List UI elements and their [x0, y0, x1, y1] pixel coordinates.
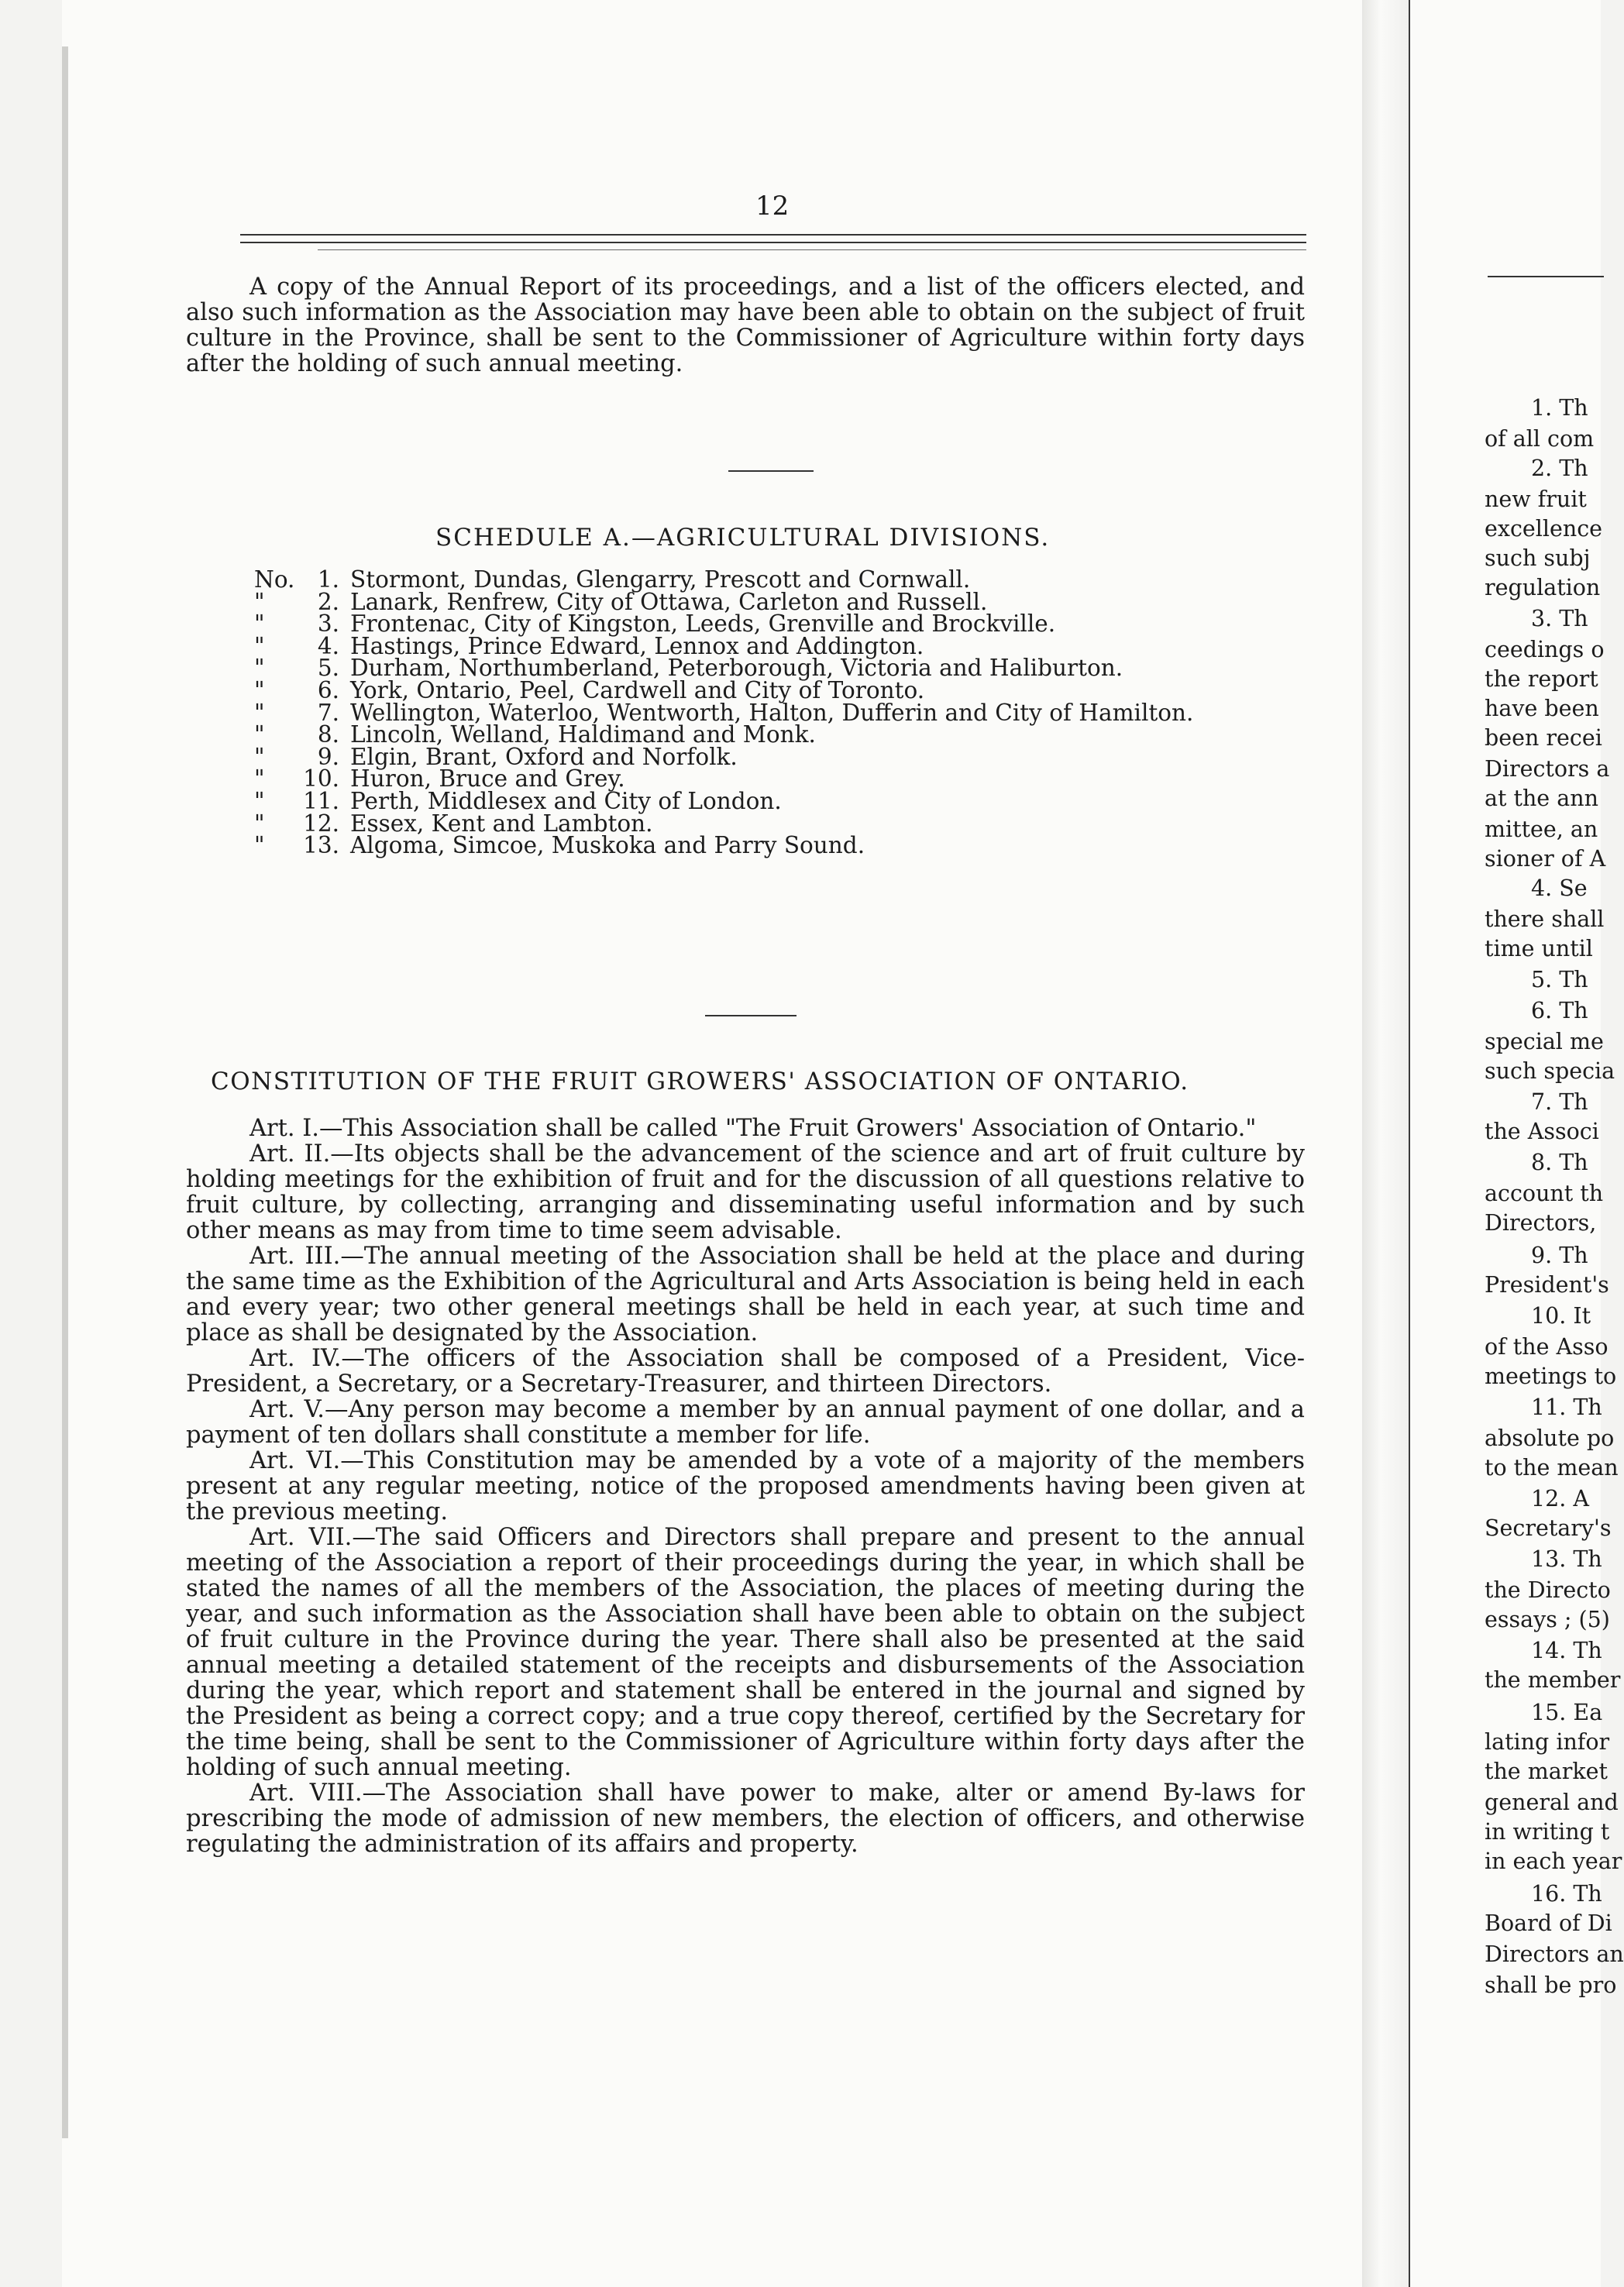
division-text: Essex, Kent and Lambton.: [350, 810, 653, 837]
division-mark: ": [254, 632, 265, 659]
division-number: 10.: [303, 765, 339, 793]
division-number: 6.: [317, 676, 339, 703]
facing-page-line: special me: [1485, 1029, 1604, 1054]
schedule-title: SCHEDULE A.—AGRICULTURAL DIVISIONS.: [435, 524, 1051, 552]
division-number: 2.: [317, 588, 339, 615]
section-divider: [728, 470, 814, 472]
facing-page-line: absolute po: [1485, 1426, 1615, 1451]
division-row: [254, 834, 1193, 857]
division-text: Lincoln, Welland, Haldimand and Monk.: [350, 721, 816, 748]
facing-page-line: there shall: [1485, 906, 1605, 932]
constitution-article: Art. I.—This Association shall be called "The Fruit Growers' Association of Ontario.": [249, 1115, 1257, 1142]
division-text: Lanark, Renfrew, City of Ottawa, Carleton and Russell.: [350, 588, 988, 615]
facing-page-line: the report: [1485, 666, 1598, 692]
facing-page-line: in each year: [1485, 1849, 1622, 1874]
facing-page-line: 4. Se: [1531, 875, 1588, 901]
page-edge-shadow: [62, 46, 68, 2138]
facing-page-line: mittee, an: [1485, 817, 1598, 842]
facing-page-line: been recei: [1485, 725, 1602, 751]
header-rule: [240, 234, 1306, 236]
facing-page-line: Secretary's: [1485, 1515, 1612, 1541]
division-text: Wellington, Waterloo, Wentworth, Halton, Dufferin and City of Hamilton.: [350, 699, 1194, 726]
division-text: Elgin, Brant, Oxford and Norfolk.: [350, 743, 738, 770]
facing-page-line: the Associ: [1485, 1119, 1599, 1144]
facing-page-line: general and: [1485, 1790, 1619, 1815]
facing-page-line: President's: [1485, 1272, 1609, 1298]
constitution-article: Art. V.—Any person may become a member by an annual payment of one dollar, and a payment of ten dollars shall constitute a member for life.: [186, 1396, 1305, 1449]
constitution-article: Art. VII.—The said Officers and Directors shall prepare and present to the annual meeting of the Association a report of their proceedings during the year, in which shall be stated the names of all the members of the Association, the places of meeting during the year, and such information as the Association shall have been able to obtain on the subject of fruit culture in the Province during the year. There shall also be presented at the said annual meeting a detailed statement of the receipts and disbursements of the Association during the year, which report and statement shall be entered in the journal and signed by the President as being a correct copy; and a true copy thereof, certified by the Secretary for the time being, shall be sent to the Commissioner of Agriculture within forty days after the holding of such annual meeting.: [186, 1524, 1305, 1781]
facing-page-line: 1. Th: [1531, 395, 1588, 421]
division-number: 1.: [317, 566, 339, 593]
division-row: [254, 765, 1193, 793]
facing-page-line: 8. Th: [1531, 1150, 1588, 1175]
constitution-article: Art. VI.—This Constitution may be amended by a vote of a majority of the members present at any regular meeting, notice of the proposed amendments having been given at the previous meeting.: [186, 1447, 1305, 1525]
division-text: Algoma, Simcoe, Muskoka and Parry Sound.: [350, 832, 865, 859]
division-mark: ": [254, 832, 265, 859]
division-mark: ": [254, 588, 265, 615]
facing-page-line: of all com: [1485, 426, 1595, 452]
facing-page-line: 16. Th: [1531, 1881, 1602, 1907]
facing-page-line: essays ; (5): [1485, 1607, 1610, 1632]
constitution-article: Art. VIII.—The Association shall have power to make, alter or amend By-laws for prescribing the mode of admission of new members, the election of officers, and otherwise regulating the administration of its affairs and property.: [186, 1780, 1305, 1858]
facing-page-rule: [1488, 276, 1604, 277]
division-text: Durham, Northumberland, Peterborough, Victoria and Haliburton.: [350, 655, 1123, 682]
facing-page-line: ceedings o: [1485, 637, 1605, 662]
facing-page-line: in writing t: [1485, 1819, 1610, 1845]
facing-page-line: meetings to: [1485, 1364, 1617, 1389]
facing-page-line: 5. Th: [1531, 967, 1588, 992]
facing-page-line: 14. Th: [1531, 1638, 1602, 1663]
division-number: 12.: [303, 810, 339, 837]
division-mark: ": [254, 721, 265, 748]
facing-page-line: such specia: [1485, 1058, 1615, 1084]
division-row: [254, 610, 1193, 638]
facing-page-line: the member: [1485, 1667, 1621, 1693]
facing-page-line: the market: [1485, 1759, 1608, 1784]
division-number: 8.: [317, 721, 339, 748]
facing-page-line: time until: [1485, 936, 1593, 961]
book-gutter: [1362, 0, 1409, 2287]
facing-page-line: 11. Th: [1531, 1395, 1602, 1420]
facing-page-line: of the Asso: [1485, 1334, 1609, 1360]
facing-page-line: regulation: [1485, 575, 1601, 600]
division-row: [254, 676, 1193, 703]
divisions-list: [254, 566, 1194, 859]
facing-page-line: 15. Ea: [1531, 1700, 1603, 1725]
division-text: Huron, Bruce and Grey.: [350, 765, 625, 793]
division-number: 11.: [303, 787, 339, 814]
facing-page-line: Directors a: [1485, 756, 1610, 782]
facing-page: [1409, 0, 1624, 2287]
division-number: 5.: [317, 655, 339, 682]
division-text: York, Ontario, Peel, Cardwell and City of Toronto.: [350, 676, 925, 703]
division-row: [254, 787, 1193, 814]
facing-page-line: excellence: [1485, 516, 1603, 542]
division-number: 7.: [317, 699, 339, 726]
facing-page-line: Directors an: [1485, 1941, 1624, 1967]
facing-page-line: 12. A: [1531, 1486, 1589, 1511]
division-row: [254, 743, 1193, 770]
facing-page-line: at the ann: [1485, 786, 1598, 811]
division-mark: ": [254, 610, 265, 638]
facing-page-line: shall be pro: [1485, 1972, 1617, 1998]
division-row: [254, 810, 1193, 837]
facing-page-line: 13. Th: [1531, 1546, 1602, 1572]
division-text: Frontenac, City of Kingston, Leeds, Grenville and Brockville.: [350, 610, 1056, 638]
intro-paragraph: [186, 274, 1305, 377]
section-divider: [705, 1015, 797, 1016]
facing-page-line: 9. Th: [1531, 1243, 1588, 1268]
division-mark: ": [254, 765, 265, 793]
division-number: 4.: [317, 632, 339, 659]
header-rule: [318, 249, 1306, 250]
intro-text: A copy of the Annual Report of its proceedings, and a list of the officers elected, and also such information as the Association may have been able to obtain on the subject of fruit culture in the Province, shall be sent to the Commissioner of Agriculture within forty days after the holding of such annual meeting.: [186, 273, 1305, 377]
division-number: 3.: [317, 610, 339, 638]
division-mark: ": [254, 676, 265, 703]
division-text: Perth, Middlesex and City of London.: [350, 787, 782, 814]
division-row: [254, 632, 1193, 659]
constitution-articles: [186, 1116, 1305, 1857]
facing-page-line: such subj: [1485, 545, 1591, 571]
division-mark: No.: [254, 566, 295, 593]
division-mark: ": [254, 743, 265, 770]
division-row: [254, 721, 1193, 748]
constitution-article: Art. II.—Its objects shall be the advancement of the science and art of fruit culture by holding meetings for the exhibition of fruit and for the discussion of all questions relative to fruit culture, by collecting, arranging and disseminating useful information and by such other means as may from time to time seem advisable.: [186, 1140, 1305, 1244]
facing-page-line: 10. It: [1531, 1303, 1591, 1329]
facing-page-line: to the mean: [1485, 1455, 1619, 1481]
division-text: Stormont, Dundas, Glengarry, Prescott and Cornwall.: [350, 566, 971, 593]
facing-page-line: new fruit: [1485, 487, 1587, 512]
constitution-article: Art. III.—The annual meeting of the Association shall be held at the place and during the same time as the Exhibition of the Agricultural and Arts Association is being held in each and every year; two other general meetings shall be held in each year, at such time and place as shall be designated by the Association.: [186, 1243, 1305, 1346]
division-number: 13.: [303, 832, 339, 859]
division-mark: ": [254, 699, 265, 726]
page-number: 12: [755, 191, 790, 222]
facing-page-line: 3. Th: [1531, 606, 1588, 631]
division-number: 9.: [317, 743, 339, 770]
division-row: [254, 699, 1194, 726]
facing-page-line: lating infor: [1485, 1729, 1610, 1755]
facing-page-line: have been: [1485, 696, 1599, 721]
facing-page-line: sioner of A: [1485, 846, 1606, 872]
division-mark: ": [254, 787, 265, 814]
constitution-title: CONSTITUTION OF THE FRUIT GROWERS' ASSOCIATION OF ONTARIO.: [211, 1068, 1189, 1095]
header-rule: [240, 242, 1306, 243]
division-row: [254, 588, 1193, 615]
division-text: Hastings, Prince Edward, Lennox and Addington.: [350, 632, 924, 659]
facing-page-line: 6. Th: [1531, 998, 1588, 1023]
division-row: [254, 566, 1193, 593]
facing-page-line: the Directo: [1485, 1577, 1611, 1603]
constitution-article: Art. IV.—The officers of the Association shall be composed of a President, Vice-President, a Secretary, or a Secretary-Treasurer, and thirteen Directors.: [186, 1345, 1305, 1398]
division-row: [254, 655, 1193, 682]
facing-page-line: Directors,: [1485, 1210, 1597, 1236]
facing-page-line: 7. Th: [1531, 1089, 1588, 1115]
division-mark: ": [254, 810, 265, 837]
division-mark: ": [254, 655, 265, 682]
facing-page-line: 2. Th: [1531, 456, 1588, 481]
facing-page-line: account th: [1485, 1181, 1604, 1206]
facing-page-line: Board of Di: [1485, 1910, 1612, 1936]
